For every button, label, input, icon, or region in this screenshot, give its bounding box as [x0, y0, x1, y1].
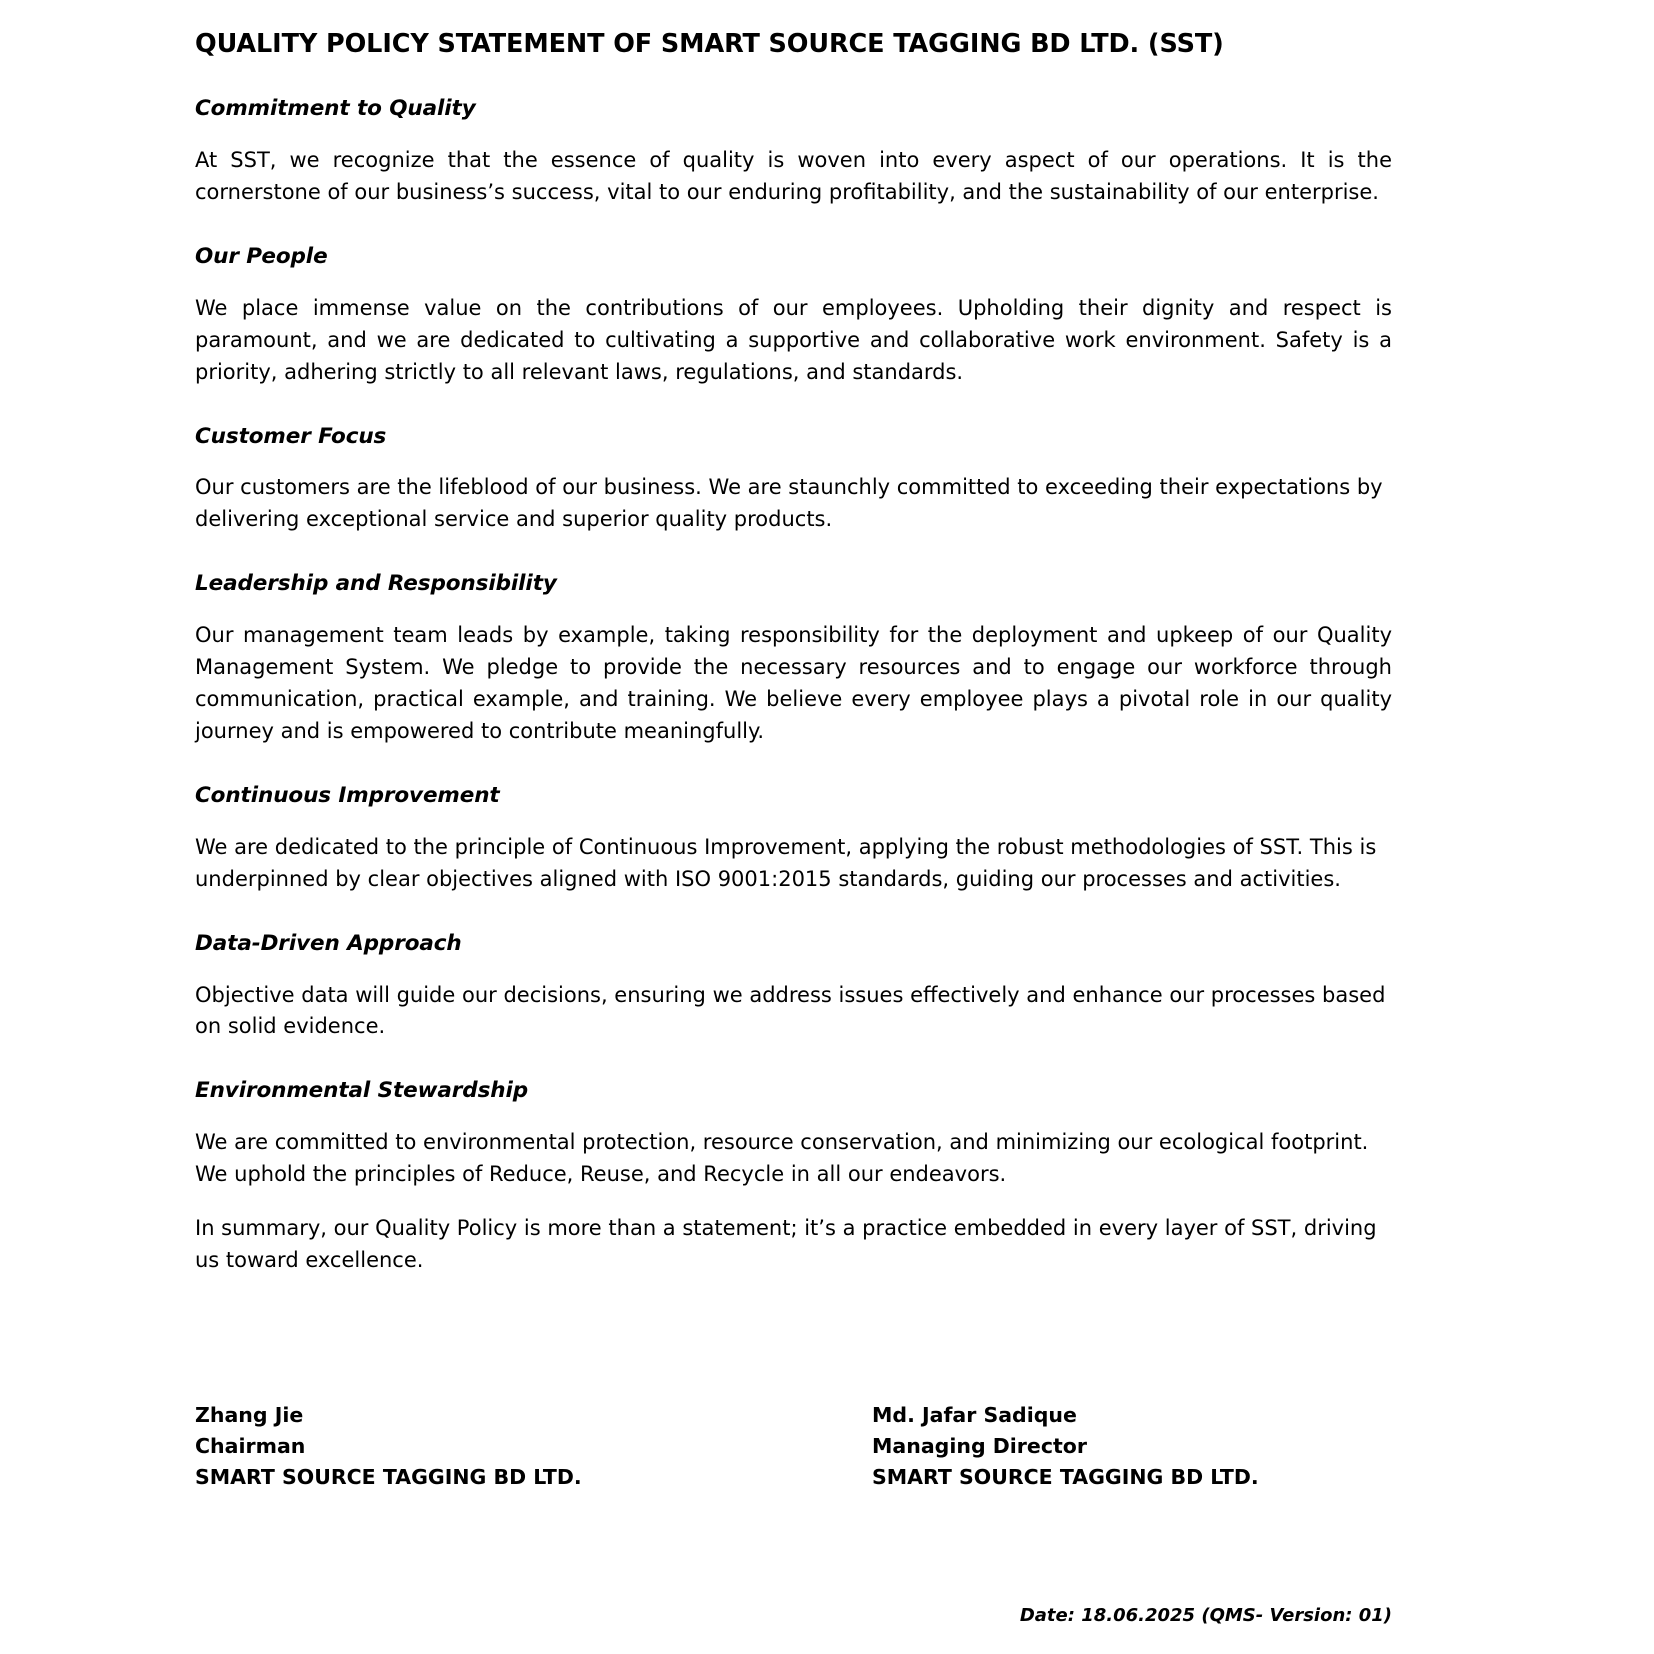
section-heading: Customer Focus — [195, 423, 387, 449]
section-customer-focus — [195, 423, 1392, 537]
footer-date: Date: 18.06.2025 (QMS- Version: 01) — [1019, 1605, 1392, 1626]
section-body: At SST, we recognize that the essence of quality is woven into every aspect of our operations. It is the cornerstone of our business’s success, vital to our enduring profitability, and the sustainability of our enterprise. — [195, 148, 1392, 204]
section-heading: Leadership and Responsibility — [195, 571, 557, 597]
section-body: Our management team leads by example, taking responsibility for the deployment and upkeep of our Quality Management System. We pledge to provide the necessary resources and to engage our workforce through communication, practical example, and training. We believe every employee plays a pivotal role in our quality journey and is empowered to contribute meaningfully. — [195, 623, 1392, 743]
closing-paragraph: In summary, our Quality Policy is more than a statement; it’s a practice embedded in every layer of SST, driving us toward excellence. — [195, 1216, 1377, 1273]
page-title: QUALITY POLICY STATEMENT OF SMART SOURCE TAGGING BD LTD. (SST) — [195, 29, 1224, 59]
section-body: We are dedicated to the principle of Continuous Improvement, applying the robust methodologies of SST. This is underpinned by clear objectives aligned with ISO 9001:2015 standards, guiding our processes and activities. — [195, 834, 1377, 891]
section-commitment-to-quality — [195, 95, 1392, 209]
signature-role: Chairman — [195, 1433, 306, 1458]
section-body: Our customers are the lifeblood of our business. We are staunchly committed to exceeding their expectations by delivering exceptional service and superior quality products. — [195, 475, 1383, 532]
section-body: We are committed to environmental protection, resource conservation, and minimizing our ecological footprint. We uphold the principles of Reduce, Reuse, and Recycle in all our endeavors. — [195, 1130, 1369, 1187]
signature-block-chairman — [195, 1400, 582, 1492]
section-heading: Environmental Stewardship — [195, 1078, 529, 1104]
signature-name: Zhang Jie — [195, 1403, 304, 1427]
section-body: We place immense value on the contributions of our employees. Upholding their dignity and respect is paramount, and we are dedicated to cultivating a supportive and collaborative work environment. Safety is a priority, adhering strictly to all relevant laws, regulations, and standards. — [195, 295, 1392, 384]
section-heading: Commitment to Quality — [195, 96, 476, 122]
section-leadership-and-responsibility — [195, 570, 1392, 748]
signature-company: SMART SOURCE TAGGING BD LTD. — [195, 1464, 582, 1489]
signature-role: Managing Director — [872, 1433, 1087, 1458]
section-heading: Our People — [195, 243, 328, 269]
section-body: Objective data will guide our decisions, ensuring we address issues effectively and enhance our processes based on solid evidence. — [195, 982, 1386, 1039]
section-our-people — [195, 243, 1392, 389]
signature-area — [195, 1400, 1392, 1492]
signature-company: SMART SOURCE TAGGING BD LTD. — [872, 1464, 1259, 1489]
section-heading: Continuous Improvement — [195, 782, 500, 808]
signature-block-managing-director — [872, 1400, 1392, 1492]
section-heading: Data-Driven Approach — [195, 930, 462, 956]
section-continuous-improvement — [195, 782, 1392, 896]
section-environmental-stewardship — [195, 1077, 1392, 1191]
section-data-driven-approach — [195, 930, 1392, 1044]
signature-name: Md. Jafar Sadique — [872, 1403, 1077, 1427]
